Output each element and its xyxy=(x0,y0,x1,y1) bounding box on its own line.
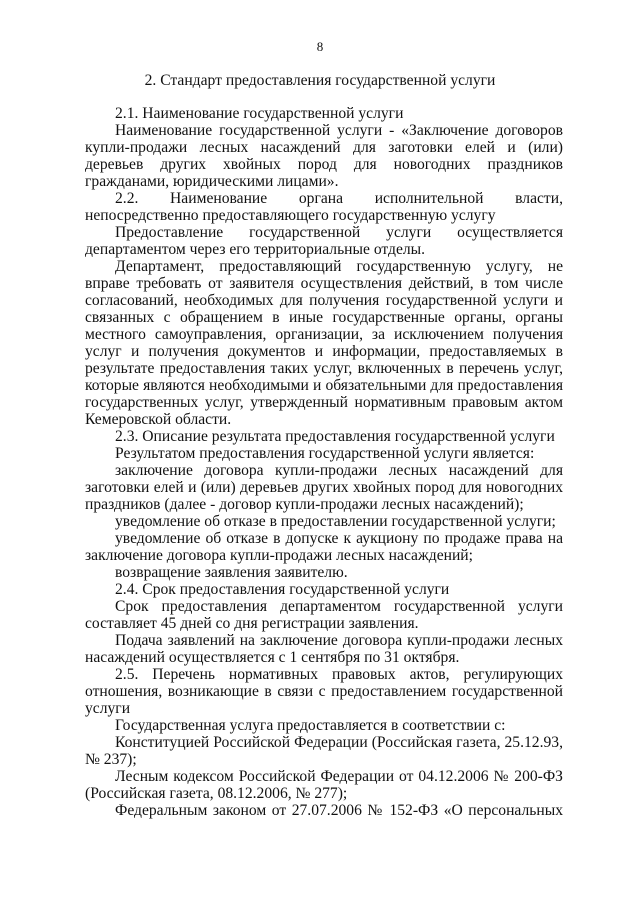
list-item-result-return: возвращение заявления заявителю. xyxy=(115,564,348,581)
subsection-heading-2-4: 2.4. Срок предоставления государственной услуги xyxy=(115,581,450,598)
list-item-forest-code: Лесным кодексом Российской Федерации от 04.12.2006 № 200-ФЗ (Российская газета, 08.12.2006, № 277); xyxy=(85,768,563,802)
paragraph-legal-basis-intro: Государственная услуга предоставляется в соответствии с: xyxy=(115,717,506,734)
subsection-heading-2-3: 2.3. Описание результата предоставления государственной услуги xyxy=(115,428,555,445)
list-item-result-auction-refusal: уведомление об отказе в допуске к аукциону по продаже права на заключение договора купли-продажи лесных насаждений; xyxy=(85,530,563,564)
list-item-constitution: Конституцией Российской Федерации (Российская газета, 25.12.93, № 237); xyxy=(85,734,563,768)
subsection-heading-2-2: 2.2. Наименование органа исполнительной власти, непосредственно предоставляющего государственную услугу xyxy=(85,190,563,224)
paragraph-provider: Предоставление государственной услуги осуществляется департаментом через его территориальные отделы. xyxy=(85,224,563,258)
section-title: 2. Стандарт предоставления государственной услуги xyxy=(144,72,496,89)
page-number: 8 xyxy=(316,39,324,54)
paragraph-application-period: Подача заявлений на заключение договора купли-продажи лесных насаждений осуществляется с 1 сентября по 31 октября. xyxy=(85,632,563,666)
paragraph-service-name: Наименование государственной услуги - «Заключение договоров купли-продажи лесных насаждений для заготовки елей и (или) деревьев других хвойных пород для новогодних праздников гражданами, юридическими лицами». xyxy=(85,122,563,190)
subsection-heading-2-1: 2.1. Наименование государственной услуги xyxy=(115,105,404,122)
subsection-heading-2-5: 2.5. Перечень нормативных правовых актов, регулирующих отношения, возникающие в связи с предоставлением государственной услуги xyxy=(85,666,563,717)
list-item-federal-law-152: Федеральным законом от 27.07.2006 № 152-ФЗ «О персональных xyxy=(115,802,563,819)
paragraph-department-restrictions: Департамент, предоставляющий государственную услугу, не вправе требовать от заявителя осуществления действий, в том числе согласований, необходимых для получения государственной услуги и связанных с обращением в иные государственные органы, органы местного самоуправления, организации, за исключением получения услуг и получения документов и информации, предоставляемых в результате предоставления таких услуг, включенных в перечень услуг, которые являются необходимыми и обязательными для предоставления государственных услуг, утвержденный нормативным правовым актом Кемеровской области. xyxy=(85,258,563,428)
document-body xyxy=(85,105,563,819)
list-item-result-refusal: уведомление об отказе в предоставлении государственной услуги; xyxy=(115,513,556,530)
paragraph-result-intro: Результатом предоставления государственной услуги является: xyxy=(115,445,535,462)
paragraph-service-term: Срок предоставления департаментом государственной услуги составляет 45 дней со дня регистрации заявления. xyxy=(85,598,563,632)
list-item-result-contract: заключение договора купли-продажи лесных насаждений для заготовки елей и (или) деревьев других хвойных пород для новогодних праздников (далее - договор купли-продажи лесных насаждений); xyxy=(85,462,563,513)
